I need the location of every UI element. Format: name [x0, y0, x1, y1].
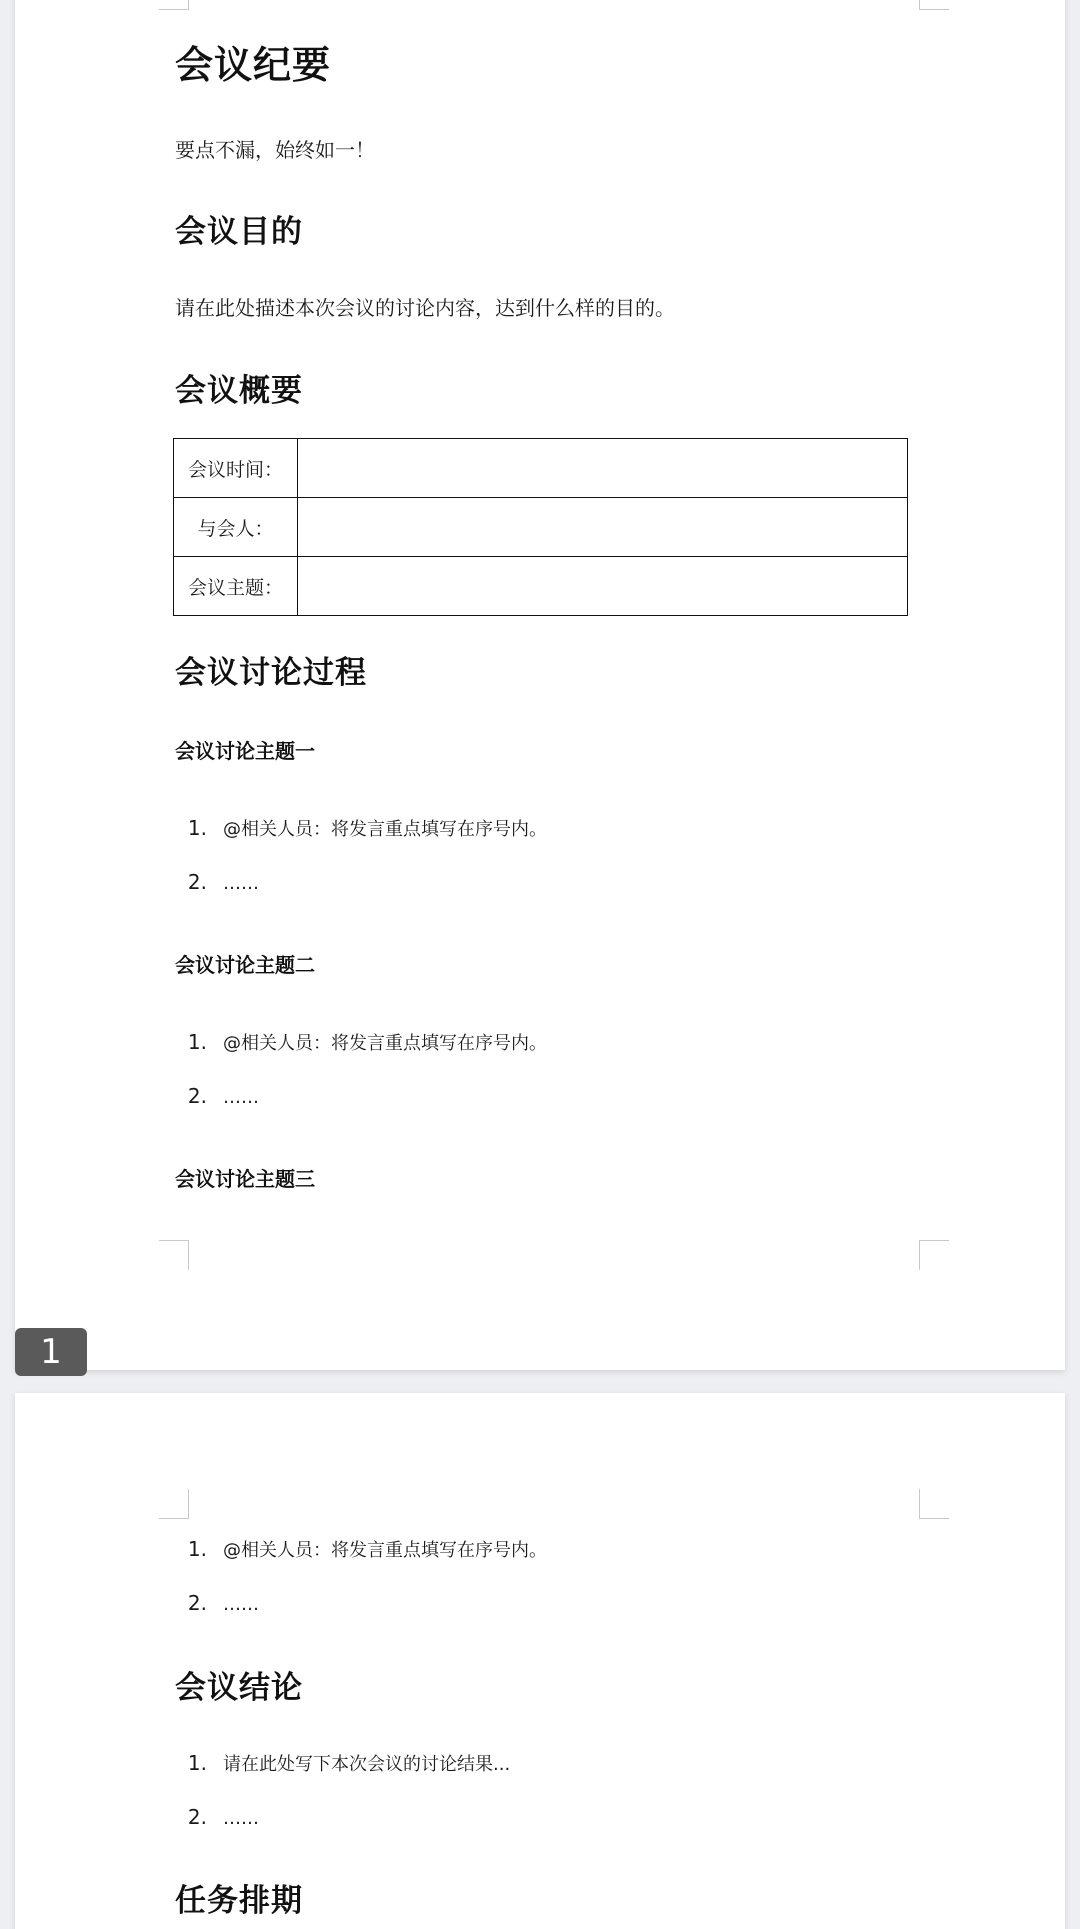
list-item-text: …… [223, 1087, 259, 1108]
summary-label-topic: 会议主题： [174, 557, 298, 616]
list-item [175, 1805, 259, 1829]
margin-corner-mark [159, 0, 189, 10]
summary-label-attendees: 与会人： [174, 498, 298, 557]
list-item [175, 870, 259, 894]
summary-table [173, 438, 908, 616]
document-page-2 [15, 1393, 1065, 1929]
list-item-text: @相关人员：将发言重点填写在序号内。 [223, 819, 547, 840]
page-number-badge[interactable]: 1 [15, 1328, 87, 1376]
list-item-number: 1. [187, 1537, 207, 1561]
list-item [175, 1084, 259, 1108]
list-item [175, 1591, 259, 1615]
list-item-number: 1. [187, 1030, 207, 1054]
process-heading: 会议讨论过程 [175, 655, 367, 691]
list-item-text: @相关人员：将发言重点填写在序号内。 [223, 1033, 547, 1054]
summary-value-time[interactable] [298, 439, 908, 498]
summary-value-topic[interactable] [298, 557, 908, 616]
document-title: 会议纪要 [175, 43, 332, 87]
list-item-number: 2. [187, 1805, 207, 1829]
conclusion-heading: 会议结论 [175, 1670, 303, 1706]
margin-corner-mark [159, 1240, 189, 1270]
list-item [175, 1029, 547, 1055]
list-item-text: …… [223, 1594, 259, 1615]
table-row [174, 498, 908, 557]
list-item-text: @相关人员：将发言重点填写在序号内。 [223, 1540, 547, 1561]
list-item-number: 2. [187, 870, 207, 894]
list-item-text: …… [223, 1808, 259, 1829]
document-tagline: 要点不漏，始终如一！ [175, 138, 375, 162]
list-item [175, 815, 547, 841]
purpose-heading: 会议目的 [175, 214, 303, 250]
list-item-text: 请在此处写下本次会议的讨论结果... [223, 1754, 511, 1775]
list-item-number: 1. [187, 816, 207, 840]
document-page-1 [15, 0, 1065, 1370]
topic-1-title: 会议讨论主题一 [175, 739, 315, 763]
list-item-number: 2. [187, 1084, 207, 1108]
list-item [175, 1750, 510, 1776]
topic-2-title: 会议讨论主题二 [175, 953, 315, 977]
margin-corner-mark [919, 0, 949, 10]
list-item-text: …… [223, 873, 259, 894]
list-item [175, 1536, 547, 1562]
list-item-number: 2. [187, 1591, 207, 1615]
summary-heading: 会议概要 [175, 373, 303, 409]
list-item-number: 1. [187, 1751, 207, 1775]
topic-3-title: 会议讨论主题三 [175, 1167, 315, 1191]
purpose-text: 请在此处描述本次会议的讨论内容，达到什么样的目的。 [175, 296, 675, 320]
table-row [174, 557, 908, 616]
table-row [174, 439, 908, 498]
margin-corner-mark [919, 1240, 949, 1270]
schedule-heading: 任务排期 [175, 1883, 303, 1919]
margin-corner-mark [159, 1489, 189, 1519]
summary-label-time: 会议时间： [174, 439, 298, 498]
summary-value-attendees[interactable] [298, 498, 908, 557]
margin-corner-mark [919, 1489, 949, 1519]
